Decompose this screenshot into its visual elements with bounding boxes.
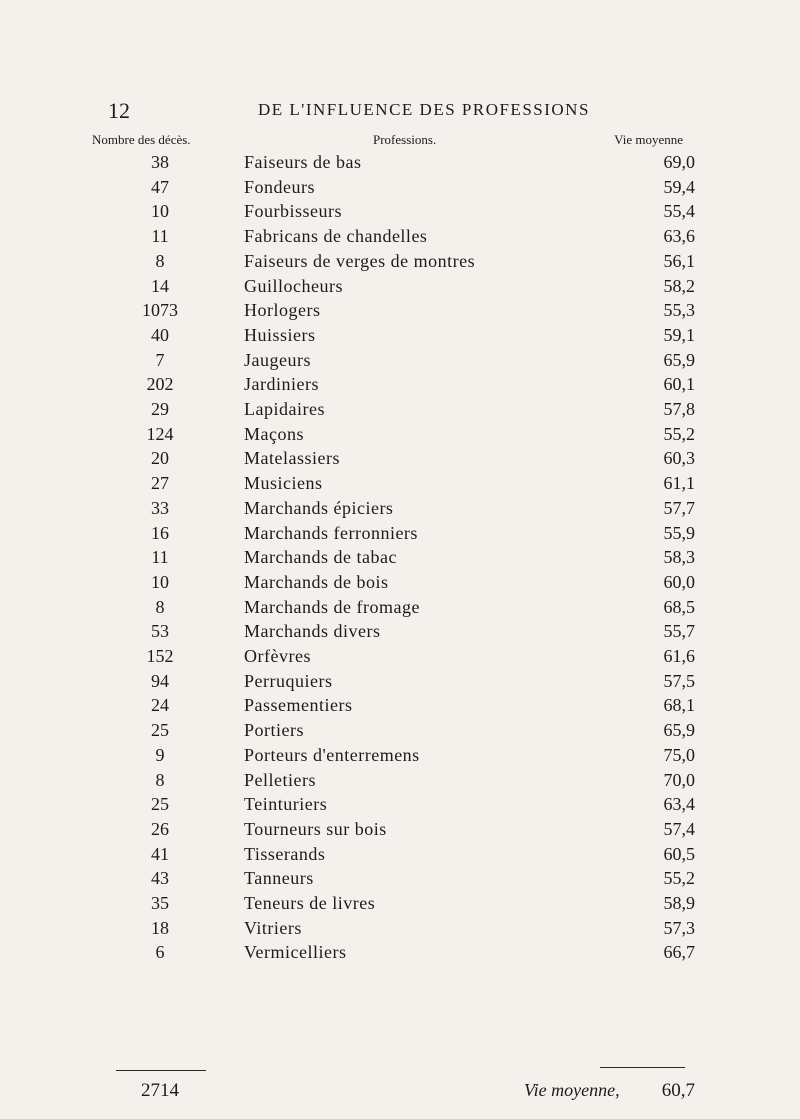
page-number: 12 xyxy=(108,98,130,123)
profession-name: Fourbisseurs xyxy=(244,201,343,222)
vie-moyenne: 58,2 xyxy=(663,275,695,296)
death-count: 11 xyxy=(151,226,169,247)
table-row xyxy=(0,621,800,646)
profession-name: Huissiers xyxy=(244,324,316,345)
profession-name: Jaugeurs xyxy=(244,349,311,370)
vie-moyenne: 55,2 xyxy=(663,423,695,444)
profession-name: Portiers xyxy=(244,720,304,741)
profession-name: Lapidaires xyxy=(244,399,325,419)
death-count: 8 xyxy=(155,769,165,790)
profession-name: Passementiers xyxy=(244,695,353,716)
death-count: 94 xyxy=(151,670,169,691)
table-row xyxy=(0,844,800,869)
death-count: 35 xyxy=(151,893,169,913)
profession-name: Fabricans de chandelles xyxy=(244,226,428,247)
vie-moyenne: 55,7 xyxy=(663,621,695,642)
table-row xyxy=(0,819,800,844)
vie-moyenne: 66,7 xyxy=(663,942,695,963)
vie-moyenne: 65,9 xyxy=(663,720,695,741)
table-row xyxy=(0,325,800,350)
table-row xyxy=(0,770,800,795)
total-vie-moyenne: 60,7 xyxy=(661,1080,695,1101)
profession-name: Guillocheurs xyxy=(244,275,343,296)
vie-moyenne: 60,1 xyxy=(663,374,695,395)
death-count: 8 xyxy=(155,250,165,271)
death-count: 9 xyxy=(155,744,165,765)
vie-moyenne: 55,9 xyxy=(663,522,695,543)
table-row xyxy=(0,572,800,597)
vie-moyenne: 60,3 xyxy=(663,448,695,469)
death-count: 27 xyxy=(151,473,169,494)
vie-moyenne: 63,6 xyxy=(663,226,695,247)
death-count: 47 xyxy=(151,176,169,197)
table-row xyxy=(0,473,800,498)
running-title: DE L'INFLUENCE DES PROFESSIONS xyxy=(258,100,590,119)
table-row xyxy=(0,893,800,918)
profession-name: Perruquiers xyxy=(244,670,333,691)
table-row xyxy=(0,399,800,424)
table-row xyxy=(0,350,800,375)
vie-moyenne: 70,0 xyxy=(663,769,695,790)
table-row xyxy=(0,177,800,202)
table-row xyxy=(0,942,800,967)
vie-moyenne: 68,1 xyxy=(663,695,695,716)
vie-moyenne: 57,8 xyxy=(663,399,695,419)
profession-name: Horlogers xyxy=(244,300,321,321)
profession-name: Pelletiers xyxy=(244,769,316,790)
death-count: 152 xyxy=(146,646,174,666)
table-row xyxy=(0,745,800,770)
death-count: 10 xyxy=(151,201,169,222)
vie-moyenne: 58,3 xyxy=(663,547,695,568)
death-count: 25 xyxy=(151,720,169,741)
header-profession: Professions. xyxy=(373,132,437,147)
profession-name: Marchands divers xyxy=(244,621,381,642)
death-count: 18 xyxy=(151,917,169,938)
table-row xyxy=(0,794,800,819)
death-count: 6 xyxy=(155,942,165,963)
death-count: 24 xyxy=(151,695,169,716)
header-count: Nombre des décès. xyxy=(92,132,191,147)
death-count: 16 xyxy=(151,522,169,543)
death-count: 1073 xyxy=(142,300,178,321)
table-row xyxy=(0,597,800,622)
death-count: 43 xyxy=(151,868,169,889)
profession-name: Matelassiers xyxy=(244,448,340,469)
vie-moyenne: 57,5 xyxy=(663,670,695,691)
table-row xyxy=(0,498,800,523)
header-vie-moyenne: Vie moyenne xyxy=(614,132,683,147)
table-row xyxy=(0,671,800,696)
profession-name: Faiseurs de verges de montres xyxy=(244,250,476,271)
profession-name: Vitriers xyxy=(244,917,302,938)
vie-moyenne: 75,0 xyxy=(663,744,695,765)
vie-moyenne: 57,3 xyxy=(663,917,695,938)
vie-moyenne: 60,0 xyxy=(663,571,695,592)
table-row xyxy=(0,300,800,325)
death-count: 8 xyxy=(155,596,165,617)
profession-name: Musiciens xyxy=(244,473,323,494)
vie-moyenne: 59,4 xyxy=(663,176,695,197)
vie-moyenne: 57,7 xyxy=(663,497,695,518)
profession-name: Vermicelliers xyxy=(244,942,347,963)
table-row xyxy=(0,276,800,301)
profession-name: Marchands épiciers xyxy=(244,497,394,518)
death-count: 20 xyxy=(151,448,169,469)
profession-name: Jardiniers xyxy=(244,374,319,395)
profession-name: Marchands de fromage xyxy=(244,596,420,617)
table-row xyxy=(0,251,800,276)
table-row xyxy=(0,201,800,226)
vie-moyenne: 60,5 xyxy=(663,843,695,864)
profession-name: Orfèvres xyxy=(244,646,311,666)
table-row xyxy=(0,868,800,893)
total-label: Vie moyenne, xyxy=(524,1080,620,1100)
death-count: 14 xyxy=(151,275,169,296)
death-count: 29 xyxy=(151,399,169,419)
table-row xyxy=(0,374,800,399)
death-count: 41 xyxy=(151,843,169,864)
profession-name: Tanneurs xyxy=(244,868,314,889)
vie-moyenne: 55,4 xyxy=(663,201,695,222)
death-count: 10 xyxy=(151,571,169,592)
vie-moyenne: 63,4 xyxy=(663,794,695,815)
profession-name: Tisserands xyxy=(244,843,326,864)
table-row xyxy=(0,695,800,720)
vie-moyenne: 55,3 xyxy=(663,300,695,321)
death-count: 202 xyxy=(146,374,174,395)
table-row xyxy=(0,646,800,671)
death-count: 25 xyxy=(151,794,169,815)
death-count: 53 xyxy=(151,621,169,642)
profession-name: Marchands ferronniers xyxy=(244,522,418,543)
table-row xyxy=(0,152,800,177)
profession-name: Marchands de bois xyxy=(244,571,389,592)
profession-name: Porteurs d'enterremens xyxy=(244,744,420,765)
death-count: 33 xyxy=(151,497,169,518)
total-deaths: 2714 xyxy=(141,1080,179,1101)
profession-name: Marchands de tabac xyxy=(244,547,397,568)
death-count: 124 xyxy=(146,423,174,444)
vie-moyenne: 59,1 xyxy=(663,324,695,345)
profession-name: Tourneurs sur bois xyxy=(244,818,387,839)
profession-name: Teneurs de livres xyxy=(244,893,376,913)
vie-moyenne: 57,4 xyxy=(663,818,695,839)
vie-moyenne: 58,9 xyxy=(663,893,695,913)
total-rule-right xyxy=(600,1067,685,1068)
profession-name: Maçons xyxy=(244,423,304,444)
table-row xyxy=(0,918,800,943)
vie-moyenne: 55,2 xyxy=(663,868,695,889)
vie-moyenne: 65,9 xyxy=(663,349,695,370)
table-row xyxy=(0,226,800,251)
vie-moyenne: 61,6 xyxy=(663,646,695,666)
table-row xyxy=(0,547,800,572)
table-row xyxy=(0,523,800,548)
vie-moyenne: 69,0 xyxy=(663,152,695,172)
vie-moyenne: 68,5 xyxy=(663,596,695,617)
total-rule-left xyxy=(116,1070,206,1071)
table-row xyxy=(0,424,800,449)
vie-moyenne: 56,1 xyxy=(663,250,695,271)
death-count: 7 xyxy=(155,349,165,370)
death-count: 40 xyxy=(151,324,169,345)
profession-name: Teinturiers xyxy=(244,794,328,815)
death-count: 38 xyxy=(151,152,169,172)
table-row xyxy=(0,448,800,473)
death-count: 11 xyxy=(151,547,169,568)
death-count: 26 xyxy=(151,818,169,839)
table-row xyxy=(0,720,800,745)
vie-moyenne: 61,1 xyxy=(663,473,695,494)
profession-name: Faiseurs de bas xyxy=(244,152,362,172)
profession-name: Fondeurs xyxy=(244,176,315,197)
